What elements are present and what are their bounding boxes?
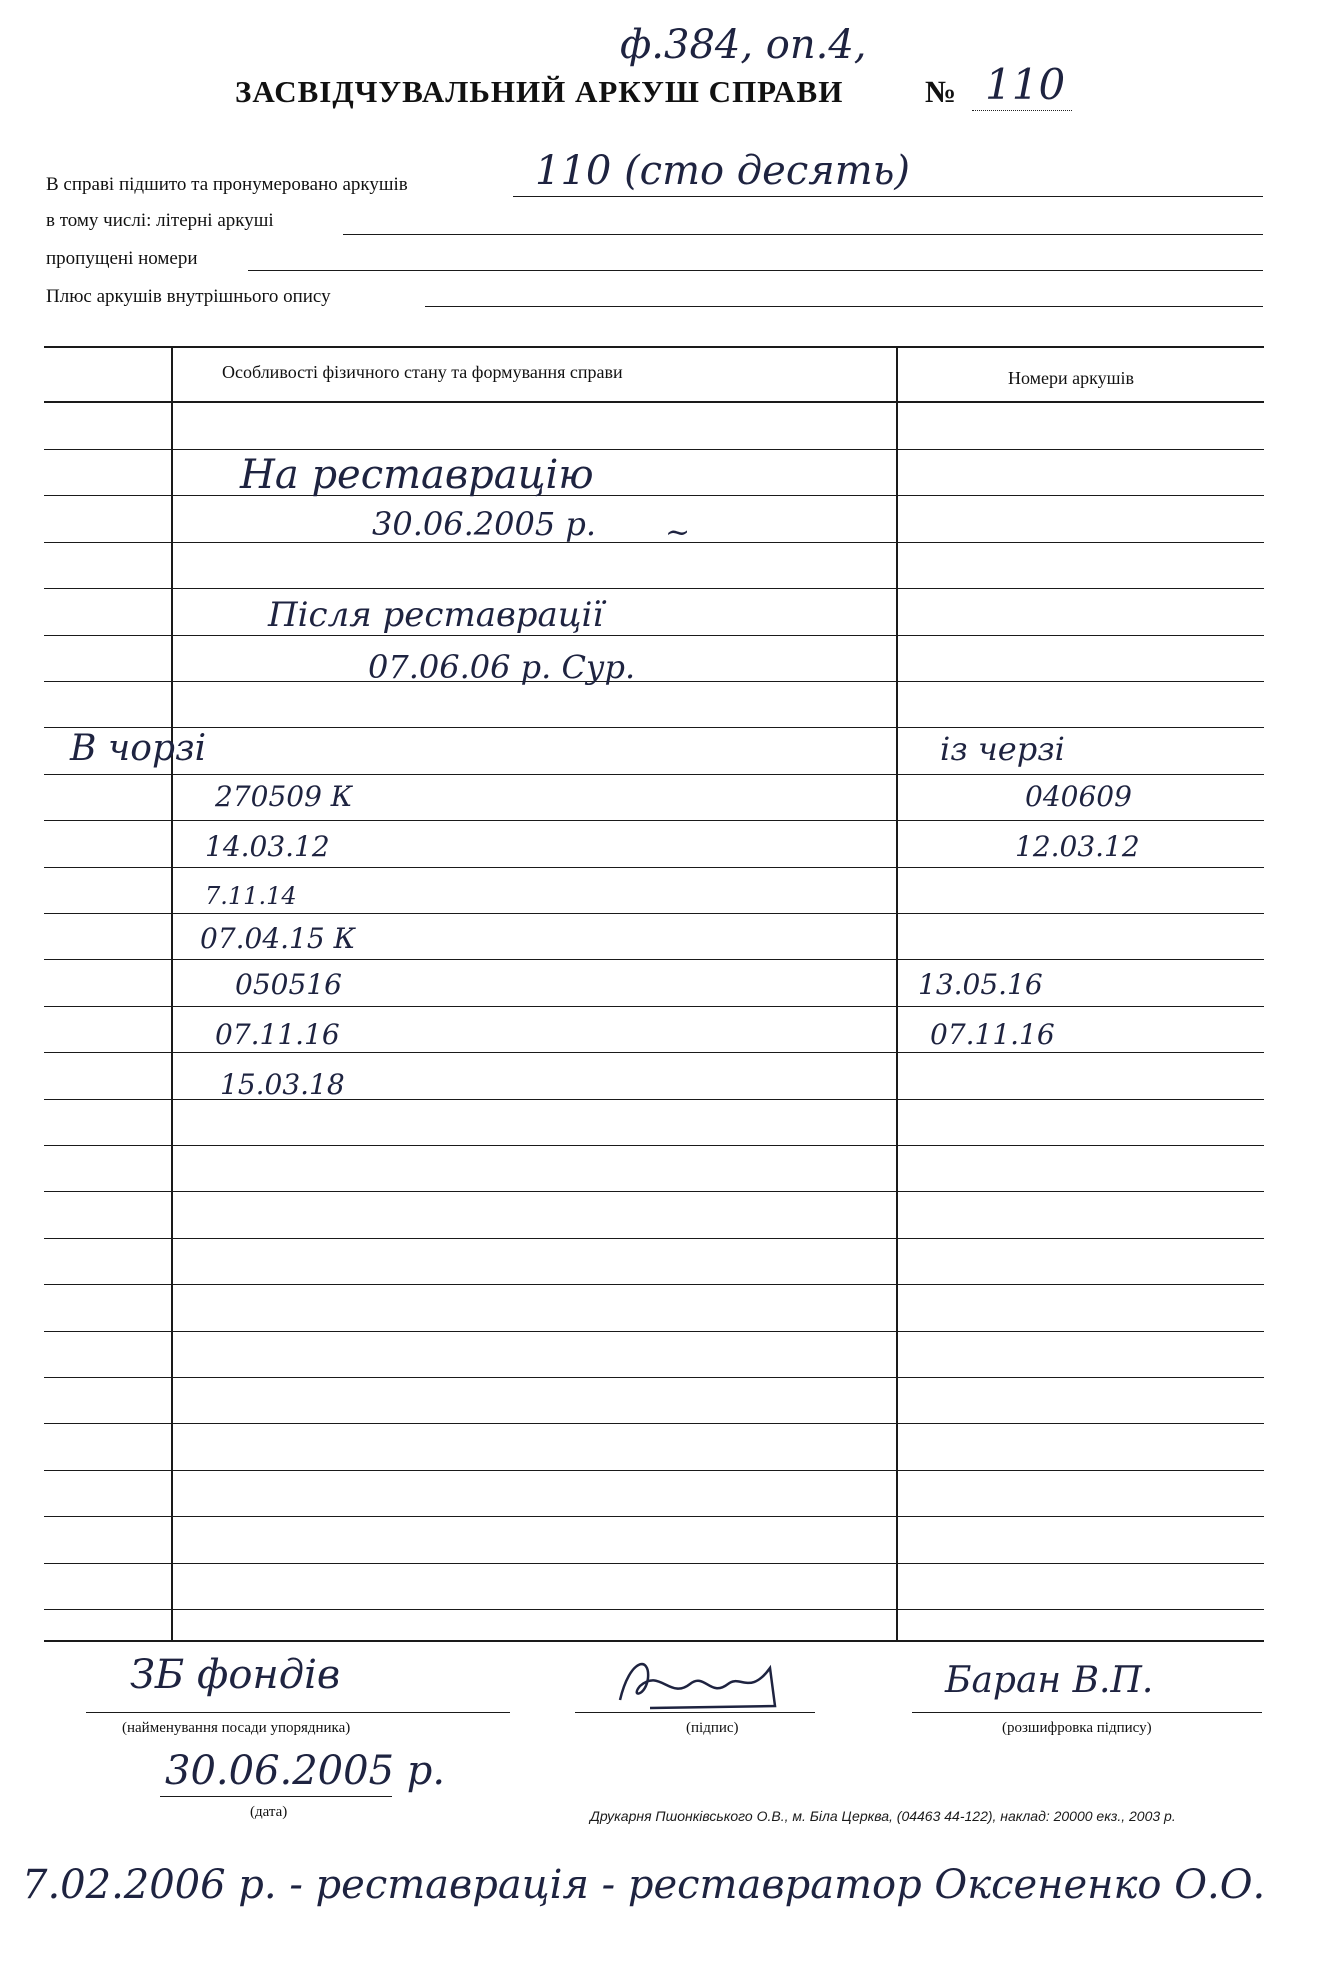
table-row-rule bbox=[44, 959, 1264, 960]
field-value-sheets: 110 (сто десять) bbox=[535, 148, 911, 194]
position-value: ЗБ фондів bbox=[130, 1652, 341, 1698]
archive-reference: ф.384, оп.4, bbox=[620, 22, 867, 68]
position-line bbox=[86, 1712, 510, 1713]
date-value: 30.06.2005 р. bbox=[165, 1748, 446, 1794]
entry-right-6: 07.11.16 bbox=[930, 1018, 1055, 1051]
signature-label: (підпис) bbox=[686, 1720, 739, 1736]
table-row-rule bbox=[44, 449, 1264, 450]
entry-left-7: 15.03.18 bbox=[220, 1068, 345, 1101]
entry-queue-out: із черзі bbox=[940, 730, 1065, 768]
table-row-rule bbox=[44, 1470, 1264, 1471]
field-label-missing-numbers: пропущені номери bbox=[46, 248, 198, 269]
field-label-inventory-sheets: Плюс аркушів внутрішнього опису bbox=[46, 286, 331, 307]
field-line-inventory-sheets bbox=[425, 306, 1263, 307]
bottom-restoration-note: 7.02.2006 р. - реставрація - реставратор Оксененко О.О. bbox=[22, 1862, 1266, 1908]
entry-right-1: 040609 bbox=[1025, 780, 1132, 813]
table-row-rule bbox=[44, 1191, 1264, 1192]
table-row-rule bbox=[44, 774, 1264, 775]
table-row-rule bbox=[44, 727, 1264, 728]
entry-left-2: 14.03.12 bbox=[205, 830, 330, 863]
entry-left-1: 270509 К bbox=[215, 780, 353, 813]
field-line-sheets bbox=[513, 196, 1263, 197]
entry-left-4: 07.04.15 К bbox=[200, 922, 356, 955]
signature bbox=[610, 1648, 790, 1718]
case-number: 110 bbox=[985, 60, 1066, 109]
entry-restoration-date: 30.06.2005 р. bbox=[372, 505, 597, 543]
table-column-divider bbox=[896, 346, 898, 1641]
table-row-rule bbox=[44, 1377, 1264, 1378]
table-row-rule bbox=[44, 1563, 1264, 1564]
entry-queue-in: В чорзі bbox=[70, 728, 207, 769]
table-row-rule bbox=[44, 1331, 1264, 1332]
table-row-rule bbox=[44, 1052, 1264, 1053]
entry-left-5: 050516 bbox=[235, 968, 342, 1001]
date-line bbox=[160, 1796, 392, 1797]
name-line bbox=[912, 1712, 1262, 1713]
entry-left-3: 7.11.14 bbox=[205, 882, 297, 910]
table-row-rule bbox=[44, 1609, 1264, 1610]
printer-note: Друкарня Пшонківського О.В., м. Біла Церква, (04463 44-122), наклад: 20000 екз., 2003 р. bbox=[590, 1808, 1176, 1824]
entry-right-5: 13.05.16 bbox=[918, 968, 1043, 1001]
table-bottom-border bbox=[44, 1640, 1264, 1642]
table-row-rule bbox=[44, 1006, 1264, 1007]
entry-after-restoration: Після реставрації bbox=[268, 595, 604, 635]
table-row-rule bbox=[44, 820, 1264, 821]
table-top-border bbox=[44, 346, 1264, 348]
entry-after-restoration-date: 07.06.06 р. Сур. bbox=[368, 648, 636, 686]
entry-left-6: 07.11.16 bbox=[215, 1018, 340, 1051]
entry-restoration-sent: На реставрацію bbox=[240, 452, 594, 498]
field-line-letter-sheets bbox=[343, 234, 1263, 235]
field-line-missing-numbers bbox=[248, 270, 1263, 271]
date-label: (дата) bbox=[250, 1804, 288, 1820]
table-row-rule bbox=[44, 867, 1264, 868]
table-header-sheet-numbers: Номери аркушів bbox=[1008, 368, 1135, 388]
page-title: ЗАСВІДЧУВАЛЬНИЙ АРКУШ СПРАВИ bbox=[235, 74, 844, 109]
signature-line bbox=[575, 1712, 815, 1713]
table-row-rule bbox=[44, 635, 1264, 636]
table-row-rule bbox=[44, 913, 1264, 914]
field-label-sheets: В справі підшито та пронумеровано аркушів bbox=[46, 174, 408, 195]
table-row-rule bbox=[44, 1516, 1264, 1517]
table-row-rule bbox=[44, 681, 1264, 682]
table-row-rule bbox=[44, 495, 1264, 496]
table-row-rule bbox=[44, 1284, 1264, 1285]
table-row-rule bbox=[44, 1238, 1264, 1239]
table-header-condition: Особливості фізичного стану та формування справи bbox=[222, 362, 623, 382]
case-number-line bbox=[972, 110, 1072, 111]
position-label: (найменування посади упорядника) bbox=[122, 1720, 351, 1736]
table-row-rule bbox=[44, 1145, 1264, 1146]
number-sign: № bbox=[925, 74, 958, 109]
name-value: Баран В.П. bbox=[945, 1660, 1154, 1701]
field-label-letter-sheets: в тому числі: літерні аркуші bbox=[46, 210, 274, 231]
table-margin-divider bbox=[171, 346, 173, 1641]
name-label: (розшифровка підпису) bbox=[1002, 1720, 1152, 1736]
table-row-rule bbox=[44, 588, 1264, 589]
restoration-signature-mark: ~ bbox=[665, 515, 691, 550]
table-header-rule bbox=[44, 401, 1264, 403]
table-row-rule bbox=[44, 1423, 1264, 1424]
entry-right-2: 12.03.12 bbox=[1015, 830, 1140, 863]
table-row-rule bbox=[44, 542, 1264, 543]
